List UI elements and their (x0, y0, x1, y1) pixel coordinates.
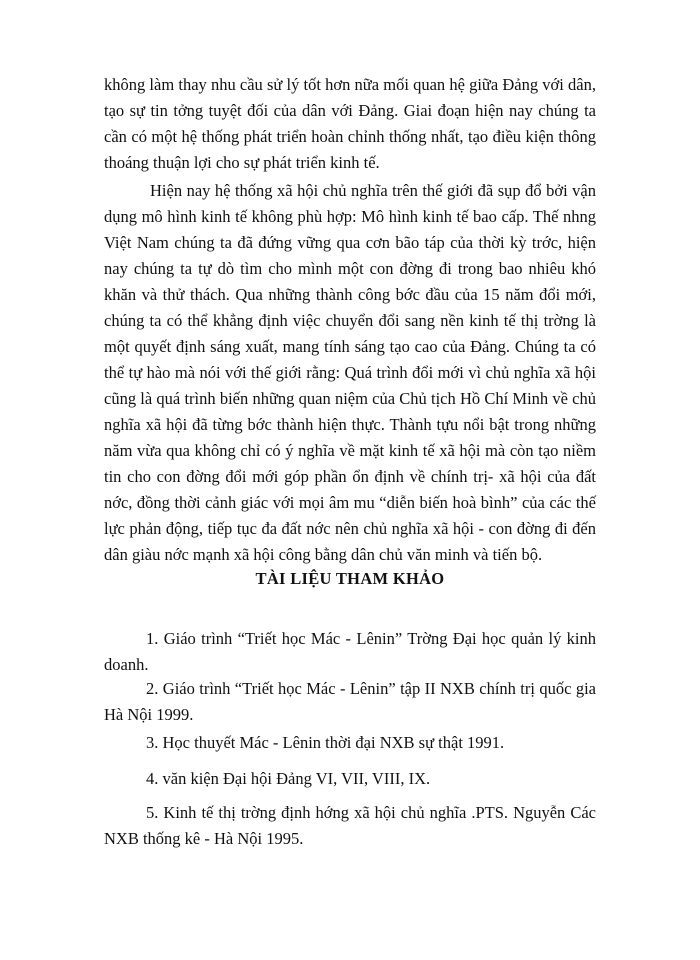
body-paragraph-1: không làm thay nhu cầu sử lý tốt hơn nữa mối quan hệ giữa Đảng với dân, tạo sự tin tởng tuyệt đối của dân với Đảng. Giai đoạn hiện nay chúng ta cần có một hệ thống phát triển hoàn chỉnh thống nhất, tạo điều kiện thông thoáng thuận lợi cho sự phát triển kinh tế. (104, 75, 596, 172)
reference-item-2: 2. Giáo trình “Triết học Mác - Lênin” tập II NXB chính trị quốc gia Hà Nội 1999. (104, 679, 596, 724)
reference-item-5: 5. Kinh tế thị trờng định hớng xã hội chủ nghĩa .PTS. Nguyễn Các NXB thống kê - Hà Nội 1995. (104, 803, 596, 848)
body-paragraph-2: Hiện nay hệ thống xã hội chủ nghĩa trên thế giới đã sụp đổ bởi vận dụng mô hình kinh tế không phù hợp: Mô hình kinh tế bao cấp. Thế nhng Việt Nam chúng ta đã đứng vững qua cơn bão táp của thời kỳ trớc, hiện nay chúng ta tự dò tìm cho mình một con đờng đi trong bao nhiêu khó khăn và thử thách. Qua những thành công bớc đầu của 15 năm đổi mới, chúng ta có thể khẳng định việc chuyển đổi sang nền kinh tế thị trờng là một quyết định sáng xuất, mang tính sáng tạo cao của Đảng. Chúng ta có thể tự hào mà nói với thế giới rằng: Quá trình đổi mới vì chủ nghĩa xã hội cũng là quá trình biến những quan niệm của Chủ tịch Hồ Chí Minh về chủ nghĩa xã hội đã từng bớc thành hiện thực. Thành tựu nổi bật trong những năm vừa qua không chỉ có ý nghĩa về mặt kinh tế xã hội mà còn tạo niềm tin cho con đờng đổi mới góp phần ổn định về chính trị- xã hội của đất nớc, đồng thời cảnh giác với mọi âm mu “diễn biến hoà bình” của các thế lực phản động, tiếp tục đa đất nớc nên chủ nghĩa xã hội - con đờng đi đến dân giàu nớc mạnh xã hội công bằng dân chủ văn minh và tiến bộ. (104, 181, 596, 564)
reference-item-4: 4. văn kiện Đại hội Đảng VI, VII, VIII, IX. (146, 769, 431, 788)
references-heading: TÀI LIỆU THAM KHẢO (255, 569, 445, 588)
reference-item-1: 1. Giáo trình “Triết học Mác - Lênin” Trờng Đại học quản lý kinh doanh. (104, 629, 596, 674)
reference-item-3: 3. Học thuyết Mác - Lênin thời đại NXB sự thật 1991. (146, 733, 505, 752)
